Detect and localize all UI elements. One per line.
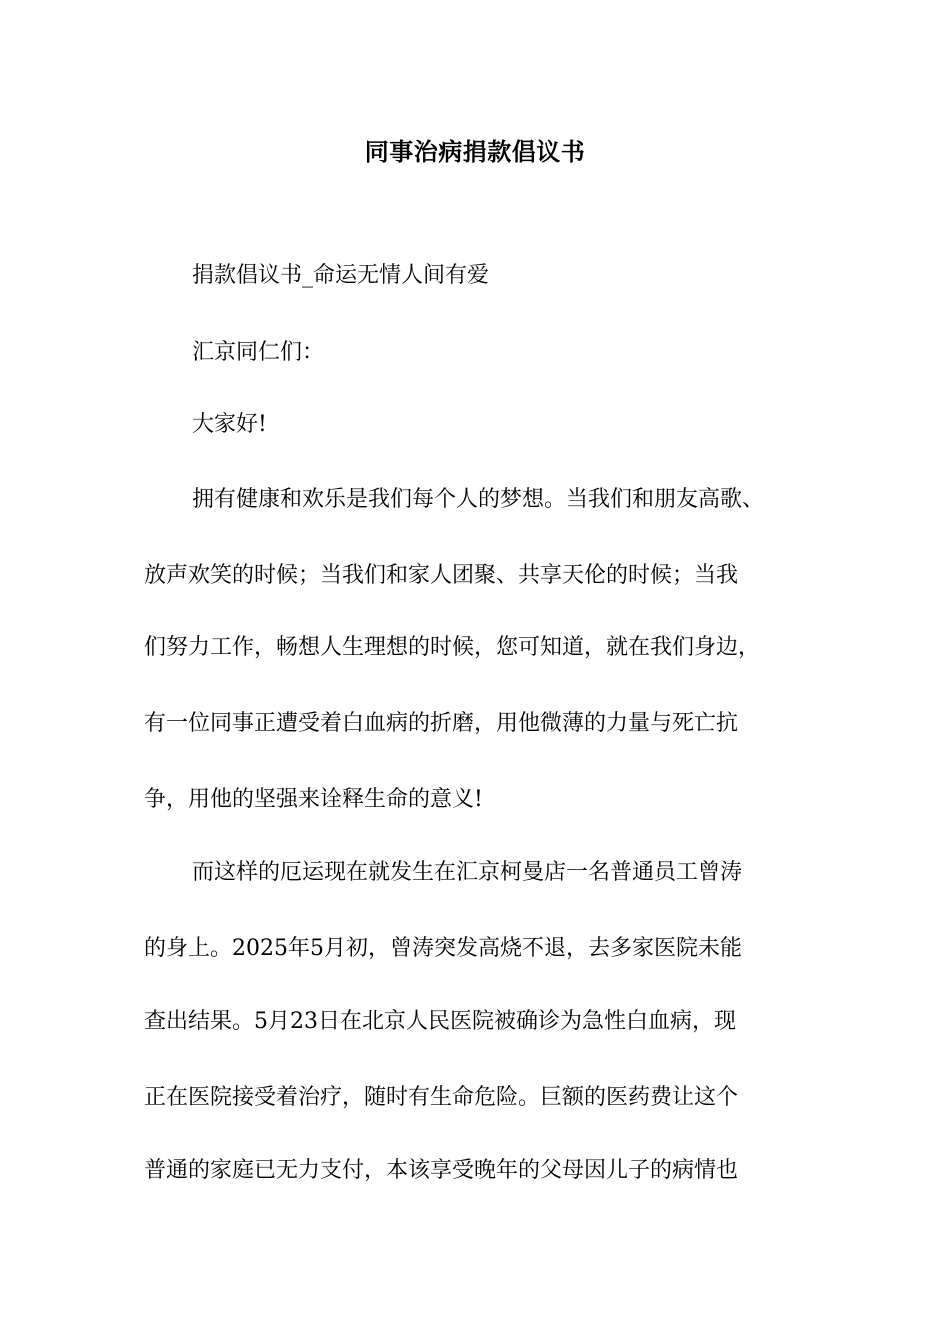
paragraph-2-line-2: 的身上。2025年5月初，曾涛突发高烧不退，去多家医院未能 <box>144 936 742 961</box>
paragraph-2-line-5: 普通的家庭已无力支付，本该享受晚年的父母因儿子的病情也 <box>144 1158 739 1183</box>
subtitle-line: 捐款倡议书_命运无情人间有爱 <box>192 263 490 288</box>
salutation-line: 汇京同仁们： <box>192 340 325 365</box>
paragraph-2-line-3: 查出结果。5月23日在北京人民医院被确诊为急性白血病，现 <box>144 1009 736 1034</box>
paragraph-1-line-1: 拥有健康和欢乐是我们每个人的梦想。当我们和朋友高歌、 <box>192 487 765 512</box>
paragraph-1-line-4: 有一位同事正遭受着白血病的折磨，用他微薄的力量与死亡抗 <box>144 711 739 736</box>
paragraph-1-line-3: 们努力工作，畅想人生理想的时候，您可知道，就在我们身边， <box>144 635 761 660</box>
document-title: 同事治病捐款倡议书 <box>364 138 586 166</box>
paragraph-1-line-5: 争，用他的坚强来诠释生命的意义! <box>144 787 483 812</box>
paragraph-1-line-2: 放声欢笑的时候；当我们和家人团聚、共享天伦的时候；当我 <box>144 563 739 588</box>
paragraph-2-line-4: 正在医院接受着治疗，随时有生命危险。巨额的医药费让这个 <box>144 1085 739 1110</box>
greeting-line: 大家好! <box>192 412 267 437</box>
paragraph-2-line-1: 而这样的厄运现在就发生在汇京柯曼店一名普通员工曾涛 <box>192 860 743 885</box>
